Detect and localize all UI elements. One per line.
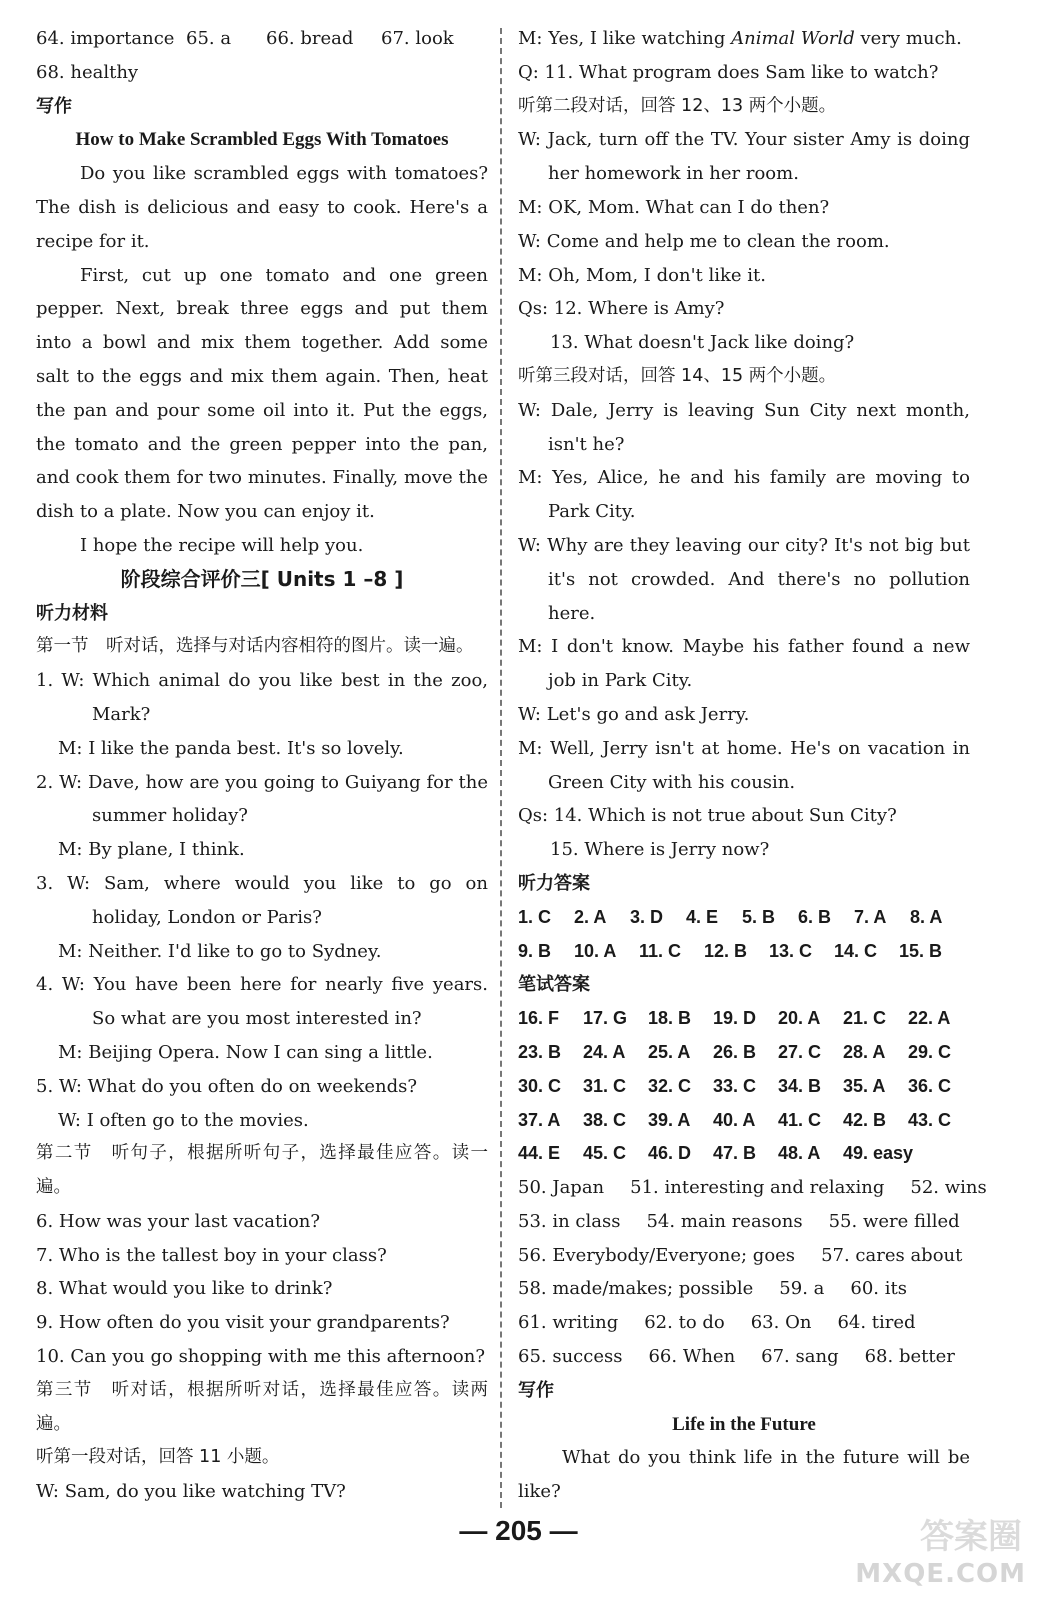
sentence-10: 10. Can you go shopping with me this afternoon?	[36, 1346, 485, 1368]
answer-item: 10. A	[574, 940, 617, 961]
answer-item: 53. in class	[518, 1210, 621, 1232]
answer-item: 56. Everybody/Everyone; goes	[518, 1244, 796, 1266]
written-answers-text-row	[518, 1171, 987, 1205]
answer-item: 16. F	[518, 1008, 560, 1029]
dialog-3-line-3: W: Why are they leaving our city? It's not big but it's not crowded. And there's no pollution here.	[518, 534, 970, 624]
answer-item: 13. C	[769, 940, 813, 961]
dialog-2-line-4: M: Oh, Mom, I don't like it.	[518, 264, 766, 286]
answer-item: 35. A	[843, 1075, 886, 1096]
answer-64: 64. importance	[36, 28, 175, 49]
answer-item: 31. C	[583, 1075, 627, 1096]
answer-item: 66. When	[648, 1346, 736, 1368]
answer-item: 3. D	[630, 906, 664, 927]
answer-item: 25. A	[648, 1041, 691, 1062]
written-answers-text-row	[518, 1272, 970, 1306]
answer-item: 55. were filled	[828, 1210, 960, 1232]
answer-item: 8. A	[910, 906, 943, 927]
dialogue-3-w: 3. W: Sam, where would you like to go on holiday, London or Paris?	[36, 872, 488, 928]
answer-item: 2. A	[574, 906, 607, 927]
answer-68: 68. healthy	[36, 61, 139, 83]
answer-item: 6. B	[798, 906, 832, 927]
question-12: Qs: 12. Where is Amy?	[518, 298, 725, 320]
dialogue-5-reply: W: I often go to the movies.	[58, 1109, 309, 1131]
answers-64-67	[36, 22, 488, 56]
question-14: Qs: 14. Which is not true about Sun City?	[518, 805, 897, 827]
dialogue-2-m: M: By plane, I think.	[58, 839, 245, 861]
answer-item: 9. B	[518, 940, 552, 961]
listening-answers-row-1	[518, 901, 970, 935]
dialog-2-line-2: M: OK, Mom. What can I do then?	[518, 196, 830, 218]
dialog-1-m	[518, 22, 970, 56]
answer-item: 7. A	[854, 906, 887, 927]
answer-item: 41. C	[778, 1109, 822, 1130]
answer-65: 65. a	[186, 28, 232, 49]
answer-item: 37. A	[518, 1109, 561, 1130]
answer-item: 21. C	[843, 1008, 887, 1029]
dialog-3-line-2: M: Yes, Alice, he and his family are moving to Park City.	[518, 467, 970, 523]
answer-item: 24. A	[583, 1041, 626, 1062]
answer-item: 49. easy	[843, 1143, 914, 1164]
answer-item: 57. cares about	[821, 1244, 963, 1266]
answer-item: 30. C	[518, 1075, 562, 1096]
essay-title: How to Make Scrambled Eggs With Tomatoes	[75, 129, 449, 151]
watermark-mark-icon: 答案圈	[920, 1517, 1022, 1557]
dialog-1-w: W: Sam, do you like watching TV?	[36, 1481, 346, 1503]
answer-item: 23. B	[518, 1041, 562, 1062]
essay-paragraph-3: I hope the recipe will help you.	[80, 534, 364, 556]
section-1-instructions: 第一节 听对话，选择与对话内容相符的图片。读一遍。	[36, 636, 474, 657]
dialog-3-line-1: W: Dale, Jerry is leaving Sun City next month, isn't he?	[518, 399, 970, 455]
answer-item: 33. C	[713, 1075, 757, 1096]
answer-item: 61. writing	[518, 1312, 619, 1334]
answer-item: 46. D	[648, 1143, 692, 1164]
answer-item: 40. A	[713, 1109, 756, 1130]
watermark-text: MXQE.COM	[855, 1559, 1026, 1589]
dialogue-4-m: M: Beijing Opera. Now I can sing a little.	[58, 1041, 433, 1063]
dialogue-5-w: 5. W: What do you often do on weekends?	[36, 1075, 418, 1097]
answer-item: 47. B	[713, 1143, 757, 1164]
dialog-3-line-5: W: Let's go and ask Jerry.	[518, 703, 750, 725]
answer-item: 4. E	[686, 906, 719, 927]
dialogue-2-w: 2. W: Dave, how are you going to Guiyang for the summer holiday?	[36, 771, 488, 827]
dialogue-1-w: 1. W: Which animal do you like best in the zoo, Mark?	[36, 670, 488, 725]
answer-item: 60. its	[850, 1278, 907, 1300]
answer-item: 51. interesting and relaxing	[630, 1177, 885, 1199]
dialog-3-line-4: M: I don't know. Maybe his father found a new job in Park City.	[518, 636, 970, 692]
essay-2-title: Life in the Future	[672, 1413, 816, 1435]
answer-67: 67. look	[381, 28, 454, 49]
answer-item: 44. E	[518, 1143, 561, 1164]
dialog-3-intro: 听第三段对话，回答 14、15 两个小题。	[518, 365, 837, 386]
sentence-8: 8. What would you like to drink?	[36, 1278, 333, 1300]
answer-item: 36. C	[908, 1075, 952, 1096]
written-answers-row	[518, 1036, 970, 1070]
answer-item: 54. main reasons	[646, 1210, 803, 1232]
writing-label-2: 写作	[518, 1379, 554, 1401]
answer-item: 22. A	[908, 1008, 951, 1029]
left-column	[36, 22, 488, 1509]
dialog-1-m-suffix: very much.	[854, 28, 962, 49]
answer-item: 28. A	[843, 1041, 886, 1062]
dialog-3-line-6: M: Well, Jerry isn't at home. He's on vacation in Green City with his cousin.	[518, 737, 970, 793]
answer-item: 59. a	[779, 1278, 825, 1300]
answer-item: 63. On	[750, 1312, 812, 1334]
dialog-1-intro: 听第一段对话，回答 11 小题。	[36, 1447, 280, 1468]
answer-item: 14. C	[834, 940, 878, 961]
watermark-logo	[842, 1505, 1032, 1595]
answer-item: 62. to do	[644, 1312, 725, 1334]
question-11: Q: 11. What program does Sam like to watch?	[518, 61, 939, 83]
answer-item: 64. tired	[837, 1312, 916, 1334]
section-2-instructions: 第二节 听句子，根据所听句子，选择最佳应答。读一遍。	[36, 1143, 488, 1198]
written-answers-text-row	[518, 1306, 970, 1340]
answer-item: 50. Japan	[518, 1177, 605, 1199]
dialogue-3-m: M: Neither. I'd like to go to Sydney.	[58, 940, 382, 962]
answer-item: 15. B	[899, 940, 943, 961]
stage-title: 阶段综合评价三[ Units 1 –8 ]	[120, 566, 404, 591]
answer-item: 5. B	[742, 906, 776, 927]
listening-material-heading: 听力材料	[36, 602, 108, 624]
answer-item: 32. C	[648, 1075, 692, 1096]
answer-item: 65. success	[518, 1346, 623, 1368]
answer-item: 29. C	[908, 1041, 952, 1062]
essay-2-paragraph-1: What do you think life in the future will be like?	[518, 1447, 970, 1503]
question-15: 15. Where is Jerry now?	[550, 839, 770, 861]
listening-answers-row-2	[518, 935, 970, 969]
listening-answers-heading: 听力答案	[518, 872, 590, 894]
answer-item: 43. C	[908, 1109, 952, 1130]
answer-item: 12. B	[704, 940, 748, 961]
answer-item: 18. B	[648, 1008, 692, 1029]
sentence-6: 6. How was your last vacation?	[36, 1210, 321, 1232]
written-answers-text	[518, 1171, 987, 1374]
written-answers-text-row	[518, 1205, 970, 1239]
answer-66: 66. bread	[266, 28, 354, 49]
answer-item: 34. B	[778, 1075, 822, 1096]
answer-item: 58. made/makes; possible	[518, 1278, 754, 1300]
answer-item: 42. B	[843, 1109, 887, 1130]
answer-item: 48. A	[778, 1143, 821, 1164]
question-13: 13. What doesn't Jack like doing?	[550, 332, 855, 354]
answer-item: 26. B	[713, 1041, 757, 1062]
dialog-2-intro: 听第二段对话，回答 12、13 两个小题。	[518, 95, 837, 116]
answer-item: 39. A	[648, 1109, 691, 1130]
dialogue-4-w: 4. W: You have been here for nearly five years. So what are you most interested in?	[36, 974, 488, 1030]
written-answers-grid	[518, 1002, 970, 1171]
program-title: Animal World	[731, 28, 855, 49]
answer-item: 67. sang	[761, 1346, 839, 1368]
written-answers-row	[518, 1104, 970, 1138]
page-number: — 205 —	[459, 1515, 578, 1546]
essay-paragraph-1: Do you like scrambled eggs with tomatoes? The dish is delicious and easy to cook. Here's a recipe for it.	[36, 163, 488, 252]
written-answers-heading: 笔试答案	[518, 974, 590, 996]
sentence-7: 7. Who is the tallest boy in your class?	[36, 1244, 387, 1266]
dialogue-1-m: M: I like the panda best. It's so lovely.	[58, 737, 404, 759]
dialog-2-line-1: W: Jack, turn off the TV. Your sister Amy is doing her homework in her room.	[518, 129, 970, 185]
answer-item: 1. C	[518, 906, 552, 927]
answer-item: 52. wins	[910, 1177, 987, 1199]
answer-item: 11. C	[639, 940, 682, 961]
written-answers-row	[518, 1070, 970, 1104]
answer-item: 45. C	[583, 1143, 627, 1164]
writing-label: 写作	[36, 95, 72, 117]
answer-item: 19. D	[713, 1008, 757, 1029]
dialog-2-line-3: W: Come and help me to clean the room.	[518, 230, 890, 252]
written-answers-text-row	[518, 1239, 970, 1273]
written-answers-row	[518, 1002, 970, 1036]
answer-item: 38. C	[583, 1109, 627, 1130]
essay-paragraph-2: First, cut up one tomato and one green pepper. Next, break three eggs and put them into a bowl and mix them together. Add some salt to the eggs and mix them again. Then, heat the pan and pour some oil into it. Put the eggs, the tomato and the green pepper into the pan, and cook them for two minutes. Finally, move the dish to a plate. Now you can enjoy it.	[36, 264, 488, 523]
written-answers-text-row	[518, 1340, 970, 1374]
answer-item: 20. A	[778, 1008, 821, 1029]
answer-item: 68. better	[864, 1346, 955, 1368]
section-3-instructions: 第三节 听对话，根据所听对话，选择最佳应答。读两遍。	[36, 1379, 488, 1434]
answer-item: 17. G	[583, 1008, 628, 1029]
written-answers-row	[518, 1137, 970, 1171]
right-column	[518, 22, 987, 1509]
sentence-9: 9. How often do you visit your grandparents?	[36, 1312, 450, 1334]
column-divider	[500, 28, 502, 1508]
answer-item: 27. C	[778, 1041, 822, 1062]
dialog-1-m-text: M: Yes, I like watching	[518, 28, 732, 49]
